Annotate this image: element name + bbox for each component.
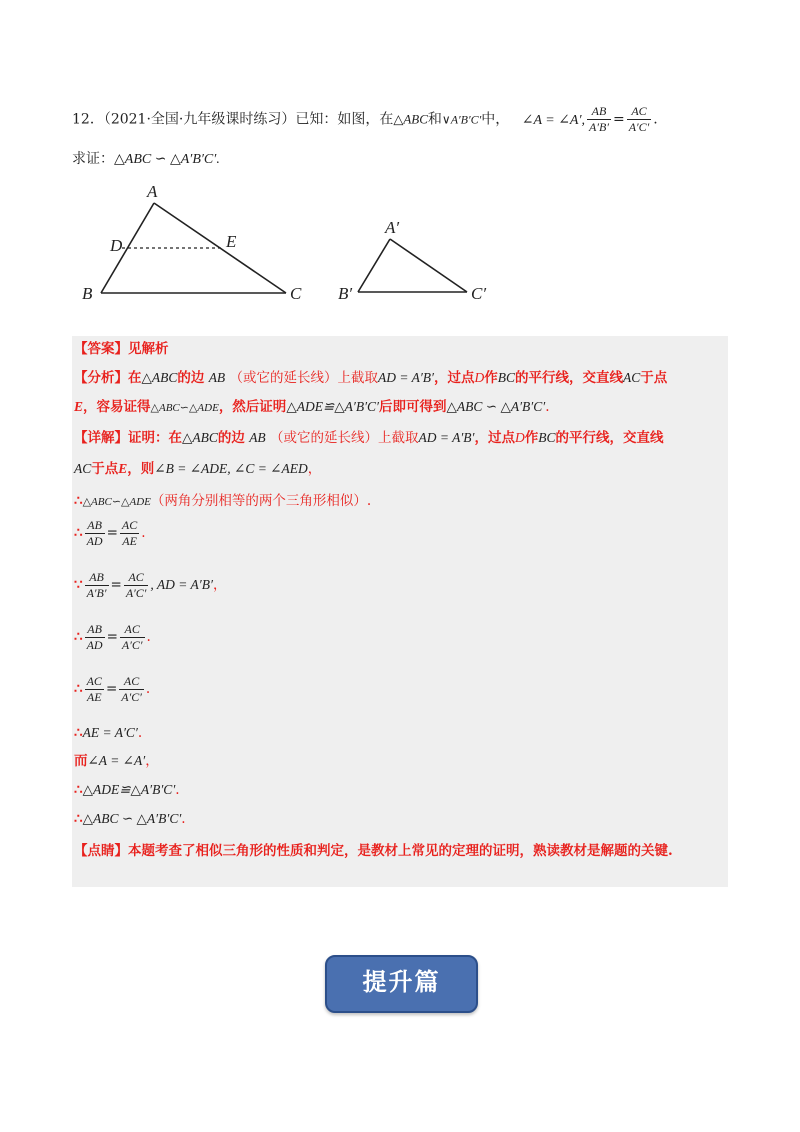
and-word: 和 — [427, 111, 442, 128]
label-e: E — [226, 232, 237, 251]
detail-line-5: ∵ $\frac{AB}{A'B'}$ = $\frac{AC}{A'C'}$ , AD = A′B′， — [74, 570, 227, 600]
question-source: （2021·全国·九年级课时练习） — [103, 111, 296, 128]
condition-period: . — [653, 111, 658, 128]
detail-line-6: ∴ $\frac{AB}{AD}$ = $\frac{AC}{A'C'}$ . — [74, 622, 151, 652]
analysis-line-1: 【分析】在△ABC的边 AB （或它的延长线）上截取AD = A′B′，过点D作BC的平行线，交直线AC于点 — [74, 370, 668, 386]
detail-line-7: ∴ $\frac{AC}{AE}$ = $\frac{AC}{A'C'}$ . — [74, 674, 151, 704]
question-line-1: 12．（2021·全国·九年级课时练习）已知：如图，在△ABC和∨A′B′C′中， ∠A = ∠A′, $\frac{AB}{A'B'}$ = $\frac{AC}{A'C'}$ . — [72, 104, 658, 134]
label-c: C — [290, 284, 302, 303]
prove-label: 求证： — [72, 151, 114, 167]
detail-line-3: ∴△ABC∽△ADE（两角分别相等的两个三角形相似）. — [74, 493, 372, 509]
condition-fraction-2: $\frac{AC}{A'C'}$ — [628, 104, 650, 134]
detail-line-1: 【详解】证明：在△ABC的边 AB （或它的延长线）上截取AD = A′B′，过点D作BC的平行线，交直线 — [74, 430, 664, 446]
question-number: 12． — [72, 111, 104, 128]
prove-statement: △ABC ∽ △A′B′C′. — [114, 152, 220, 167]
label-c-prime: C′ — [471, 284, 487, 303]
triangle-abc — [101, 203, 286, 293]
detail-line-11: ∴△ABC ∽ △A′B′C′. — [74, 811, 186, 827]
condition-equals: = — [612, 111, 625, 128]
label-a-prime: A′ — [385, 218, 400, 237]
question-line-2 — [72, 148, 220, 171]
condition-fraction-1: $\frac{AB}{A'B'}$ — [589, 104, 609, 134]
detail-line-9: 而∠A = ∠A′， — [74, 753, 159, 769]
side-ac-prime — [390, 239, 467, 292]
detail-line-8: ∴AE = A′C′. — [74, 725, 143, 741]
label-b-prime: B′ — [338, 284, 353, 303]
question-intro: 已知：如图，在 — [295, 111, 394, 128]
detail-line-4: ∴ $\frac{AB}{AD}$ = $\frac{AC}{AE}$ . — [74, 518, 146, 548]
triangle-abc-prime — [358, 239, 467, 292]
section-button-tisheng[interactable]: 提升篇 — [325, 955, 478, 1013]
condition-angle: ∠A = ∠A′, — [521, 112, 586, 128]
geometry-figure — [70, 175, 510, 310]
detail-line-10: ∴△ADE≌△A′B′C′. — [74, 782, 180, 798]
label-b: B — [82, 284, 93, 303]
triangle-abc-prime-label: A′B′C′ — [450, 112, 482, 127]
triangle-abc-label: ABC — [403, 111, 428, 127]
label-a: A — [147, 182, 158, 201]
comment-line: 【点睛】本题考查了相似三角形的性质和判定，是教材上常见的定理的证明，熟读教材是解题的关键. — [74, 843, 673, 859]
zhong-word: 中， — [481, 111, 510, 128]
answer-line-1: 【答案】见解析 — [74, 341, 169, 357]
side-ab-prime — [358, 239, 390, 292]
analysis-line-2: E，容易证得△ABC∽△ADE，然后证明△ADE≌△A′B′C′后即可得到△ABC ∽ △A′B′C′. — [74, 399, 550, 415]
label-d: D — [110, 236, 123, 255]
detail-line-2: AC于点E，则∠B = ∠ADE, ∠C = ∠AED， — [74, 461, 322, 477]
